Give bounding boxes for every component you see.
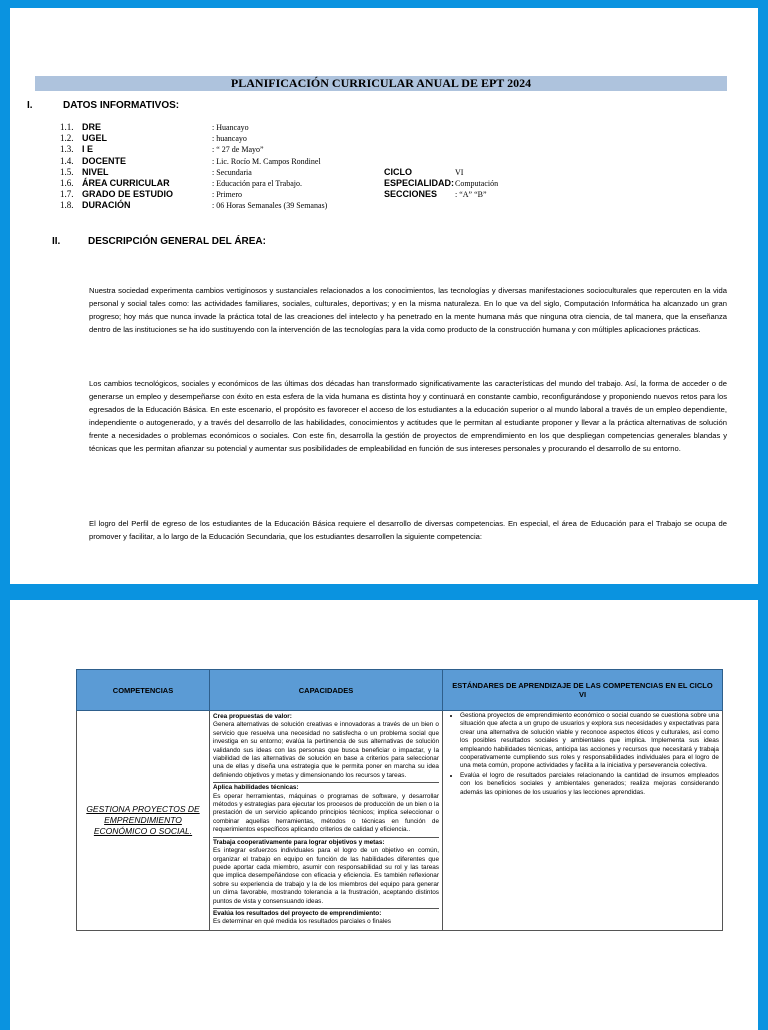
info-row-ugel	[60, 133, 660, 144]
document-page-2	[10, 600, 758, 1030]
capacidad-item	[213, 838, 439, 909]
info-number: 1.6.	[60, 177, 74, 188]
info-key: DURACIÓN	[82, 200, 131, 211]
capacidad-item	[213, 909, 439, 929]
section-number: II.	[52, 236, 61, 247]
estandares-cell	[443, 711, 723, 931]
info-key-ciclo: CICLO	[384, 166, 412, 177]
competencia-cell	[77, 711, 210, 931]
capacidad-title: Aplica habilidades técnicas:	[213, 784, 299, 792]
table-row	[77, 711, 723, 931]
capacidad-text: Es determinar en qué medida los resultados parciales o finales	[213, 918, 391, 926]
paragraph-3: El logro del Perfil de egreso de los estudiantes de la Educación Básica requiere el desarrollo de diversas competencias. En especial, el área de Educación para el Trabajo se ocupa de promover y facilitar, a lo largo de la Educación Secundaria, que los estudiantes desarrollen la siguiente competencia:	[89, 519, 727, 541]
info-value: : Educación para el Trabajo.	[212, 178, 302, 188]
capacidad-item	[213, 712, 439, 783]
capacidades-cell	[210, 711, 443, 931]
info-number: 1.7.	[60, 189, 74, 200]
info-number: 1.1.	[60, 122, 74, 132]
document-title: PLANIFICACIÓN CURRICULAR ANUAL DE EPT 2024	[35, 76, 727, 91]
section-label: DATOS INFORMATIVOS:	[63, 100, 180, 111]
info-number: 1.3.	[60, 144, 74, 155]
header-estandares: ESTÁNDARES DE APRENDIZAJE DE LAS COMPETENCIAS EN EL CICLO VI	[443, 670, 723, 711]
competencies-table	[76, 669, 723, 931]
estandares-list	[446, 712, 719, 797]
capacidad-text: Genera alternativas de solución creativas e innovadoras a través de un bien o servicio que resuelva una necesidad no satisfecha o un problema social que investiga en su entorno; evalúa la pertinencia de sus alternativas de solución validando sus ideas con las personas que busca beneficiar o impactar, y la viabilidad de las alternativas de solución en base a criterios para seleccionar una de ellas y diseña una estrategia que le permita poner en marcha su idea definiendo objetivos y metas y dimensionando los recursos y tareas.	[213, 721, 439, 779]
info-row-ie	[60, 144, 660, 155]
info-number: 1.8.	[60, 200, 74, 211]
document-page-1	[10, 8, 758, 584]
info-value-especialidad: Computación	[455, 178, 499, 188]
info-number: 1.2.	[60, 133, 74, 144]
capacidad-title: Evalúa los resultados del proyecto de emprendimiento:	[213, 909, 382, 917]
section-label: DESCRIPCIÓN GENERAL DEL ÁREA:	[88, 236, 266, 247]
info-row-duracion	[60, 200, 660, 211]
info-number: 1.4.	[60, 155, 74, 166]
capacidad-title: Trabaja cooperativamente para lograr objetivos y metas:	[213, 838, 385, 846]
info-value: : Huancayo	[212, 123, 249, 132]
estandar-item: • Evalúa el logro de resultados parciales relacionando la cantidad de insumos empleados con los beneficios sociales y ambientales generados; realiza mejoras considerando además las opiniones de los usuarios y las lecciones aprendidas.	[460, 772, 719, 797]
capacidad-text: Es operar herramientas, máquinas o programas de software, y desarrollar métodos y estrategias para ejecutar los procesos de producción de un bien o la prestación de un servicio aplicando principios técnicos; implica seleccionar o combinar aquellas herramientas, métodos o técnicas en función de requerimientos específicos aplicando criterios de calidad y eficiencia..	[213, 792, 439, 834]
capacidad-title: Crea propuestas de valor:	[213, 713, 292, 720]
info-key: DRE	[82, 122, 102, 132]
info-row-docente	[60, 156, 660, 167]
info-value: : huancayo	[212, 134, 247, 144]
info-row-dre	[60, 122, 660, 133]
capacidad-text: Es integrar esfuerzos individuales para el logro de un objetivo en común, organizar el trabajo en equipo en función de las habilidades diferentes que puede aportar cada miembro, asumir con responsabilidad su rol y las tareas que implica desempeñándose con eficacia y eficiencia. Es también reflexionar sobre su experiencia de trabajo y la de los miembros del equipo para generar un clima favorable, mostrando tolerancia a la frustración, aceptando distintos puntos de vista y consensuando ideas.	[213, 847, 439, 905]
info-key-especialidad: ESPECIALIDAD:	[384, 177, 455, 188]
info-value: : “ 27 de Mayo”	[212, 145, 264, 155]
info-key: DOCENTE	[82, 155, 127, 166]
info-value-secciones: : “A” “B”	[455, 190, 487, 200]
capacidad-item	[213, 783, 439, 837]
info-key: I E	[82, 144, 94, 155]
section-number: I.	[27, 100, 33, 111]
header-competencias: COMPETENCIAS	[77, 670, 210, 711]
info-list	[60, 122, 660, 212]
paragraph-2: Los cambios tecnológicos, sociales y económicos de las últimas dos décadas han transformado significativamente las características del mundo del trabajo. Así, la forma de acceder o de generarse un empleo y desempeñarse con éxito en esta esfera de la vida humana es distinta hoy y continuará en constante cambio, reconfigurándose y proponiendo nuevos retos para los egresados de la Educación Básica. En este escenario, el propósito es favorecer el acceso de los estudiantes a la educación superior o al mundo laboral a través de un empleo dependiente, independiente o autogenerado, y a través del desarrollo de las habilidades, conocimientos y actitudes que le permitan al estudiante proponer y llevar a la práctica alternativas de solución frente a necesidades o problemas económicos o sociales. Con este fin, desarrolla la gestión de proyectos de emprendimiento en los que despliegan competencias generales blandas y técnicas que les permitan afianzar su potencial y aumentar sus posibilidades de empleabilidad en función de sus intereses personales y procurando el desarrollo de su entorno.	[89, 379, 727, 453]
info-row-area	[60, 178, 660, 189]
info-key-secciones: SECCIONES	[384, 189, 438, 200]
header-capacidades: CAPACIDADES	[210, 670, 443, 711]
paragraph-1: Nuestra sociedad experimenta cambios vertiginosos y sustanciales relacionados a los conocimientos, las tecnologías y diversas manifestaciones socioculturales que repercuten en la vida personal y social tales como: las actividades familiares, sociales, culturales, deportivas; y en la misma naturaleza. En lo que va del siglo, Computación Informática ha alcanzado un gran progreso; hoy más que nunca invade la práctica total de las creaciones del intelecto y ha penetrado en la mente humana más que ninguna otra ciencia, de tal manera, que la enseñanza dentro de las instituciones se ha ido sustituyendo con la intervención de las tecnologías para la vida como producto de la construcción humana y con múltiples aplicaciones prácticas.	[89, 286, 727, 334]
table-header-row	[77, 670, 723, 711]
info-key: GRADO DE ESTUDIO	[82, 189, 174, 200]
info-value: : Secundaria	[212, 167, 252, 177]
info-value-ciclo: VI	[455, 167, 464, 177]
info-row-grado	[60, 189, 660, 200]
info-row-nivel	[60, 167, 660, 178]
info-key: NIVEL	[82, 166, 109, 177]
competencia-text: GESTIONA PROYECTOS DE EMPRENDIMIENTO ECONÓMICO O SOCIAL.	[86, 803, 200, 836]
info-value: : 06 Horas Semanales (39 Semanas)	[212, 201, 328, 211]
info-value: : Lic. Rocío M. Campos Rondinel	[212, 156, 321, 166]
info-number: 1.5.	[60, 166, 74, 177]
info-key: UGEL	[82, 133, 108, 144]
info-key: ÁREA CURRICULAR	[82, 177, 170, 188]
estandar-item: • Gestiona proyectos de emprendimiento económico o social cuando se cuestiona sobre una situación que afecta a un grupo de usuarios y explora sus necesidades y expectativas para crear una alternativa de solución viable y reconoce aspectos éticos y culturales, así como los posibles resultados sociales y ambientales que implica. Implementa sus ideas empleando habilidades técnicas, anticipa las acciones y recursos que necesitará y trabaja cooperativamente cumpliendo sus roles y responsabilidades individuales para el logro de una meta común, propone actividades y facilita a la iniciativa y perseverancia colectiva.	[460, 712, 719, 771]
info-value: : Primero	[212, 190, 242, 200]
